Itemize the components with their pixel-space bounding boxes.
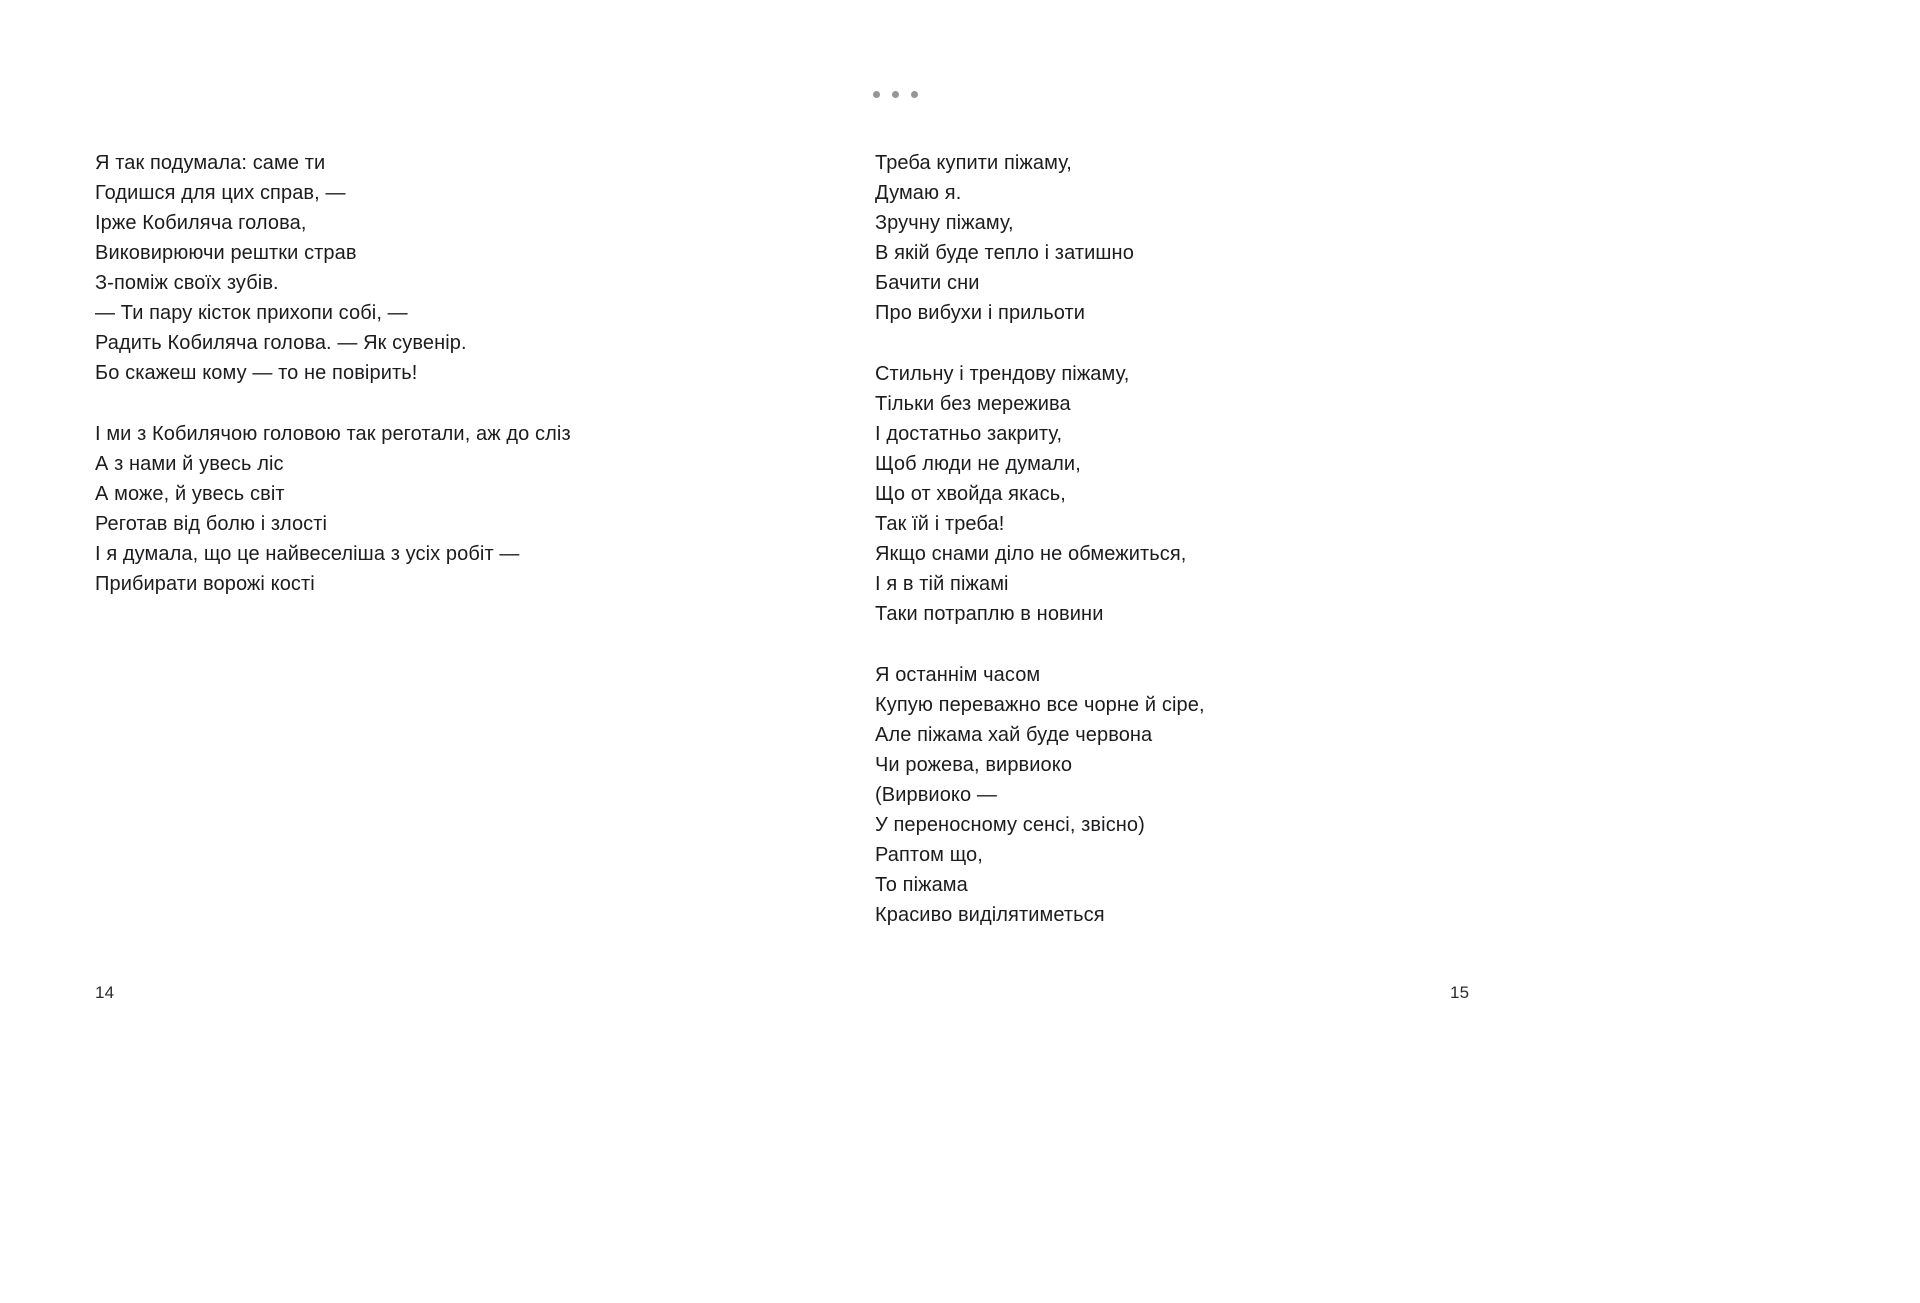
- poem-line: То піжама: [875, 874, 968, 896]
- poem-line: Що от хвойда якась,: [875, 483, 1066, 505]
- poem-line: Чи рожева, вирвиоко: [875, 754, 1073, 776]
- poem-line: Щоб люди не думали,: [875, 453, 1081, 475]
- page-number-right: 15: [1450, 983, 1470, 1002]
- poem-line: І ми з Кобилячою головою так реготали, аж до сліз: [95, 423, 571, 445]
- poem-stanza: [875, 660, 1575, 930]
- poem-line: Я так подумала: саме ти: [95, 152, 326, 174]
- poem-line: (Вирвиоко —: [875, 784, 997, 806]
- poem-line: А може, й увесь світ: [95, 483, 285, 505]
- poem-line: Раптом що,: [875, 844, 983, 866]
- right-page-poem: [875, 148, 1575, 930]
- poem-line: І достатньо закриту,: [875, 423, 1063, 445]
- poem-line: Думаю я.: [875, 182, 962, 204]
- poem-line: Якщо снами діло не обмежиться,: [875, 543, 1187, 565]
- poem-stanza: [95, 148, 795, 388]
- poem-line: У переносному сенсі, звісно): [875, 814, 1145, 836]
- poem-line: Прибирати ворожі кості: [95, 573, 315, 595]
- poem-line: — Ти пару кісток прихопи собі, —: [95, 302, 408, 324]
- poem-line: З-поміж своїх зубів.: [95, 272, 279, 294]
- page-number-left: 14: [95, 983, 115, 1002]
- poem-line: Тільки без мережива: [875, 393, 1071, 415]
- poem-stanza: [875, 148, 1575, 328]
- separator-dot-icon: [873, 91, 880, 98]
- poem-line: Бачити сни: [875, 272, 980, 294]
- poem-line: Годишся для цих справ, —: [95, 182, 346, 204]
- poem-line: Радить Кобиляча голова. — Як сувенір.: [95, 332, 467, 354]
- poem-line: І я думала, що це найвеселіша з усіх робіт —: [95, 543, 520, 565]
- poem-line: Стильну і трендову піжаму,: [875, 363, 1130, 385]
- poem-line: Про вибухи і прильоти: [875, 302, 1086, 324]
- poem-line: В якій буде тепло і затишно: [875, 242, 1134, 264]
- poem-line: Бо скажеш кому — то не повірить!: [95, 362, 418, 384]
- poem-line: Виковирюючи рештки страв: [95, 242, 357, 264]
- poem-line: Красиво виділятиметься: [875, 904, 1105, 926]
- poem-stanza: [95, 419, 795, 599]
- poem-line: Так їй і треба!: [875, 513, 1005, 535]
- poem-line: Але піжама хай буде червона: [875, 724, 1153, 746]
- section-separator-dots: [873, 90, 918, 98]
- separator-dot-icon: [911, 91, 918, 98]
- poem-line: Зручну піжаму,: [875, 212, 1014, 234]
- poem-line: Реготав від болю і злості: [95, 513, 328, 535]
- poem-line: І я в тій піжамі: [875, 573, 1009, 595]
- poem-line: Таки потраплю в новини: [875, 603, 1104, 625]
- poem-line: Треба купити піжаму,: [875, 152, 1072, 174]
- poem-line: Ірже Кобиляча голова,: [95, 212, 307, 234]
- poem-stanza: [875, 359, 1575, 629]
- separator-dot-icon: [892, 91, 899, 98]
- left-page-poem: [95, 148, 795, 599]
- poem-line: А з нами й увесь ліс: [95, 453, 284, 475]
- poem-line: Я останнім часом: [875, 664, 1041, 686]
- poem-line: Купую переважно все чорне й сіре,: [875, 694, 1205, 716]
